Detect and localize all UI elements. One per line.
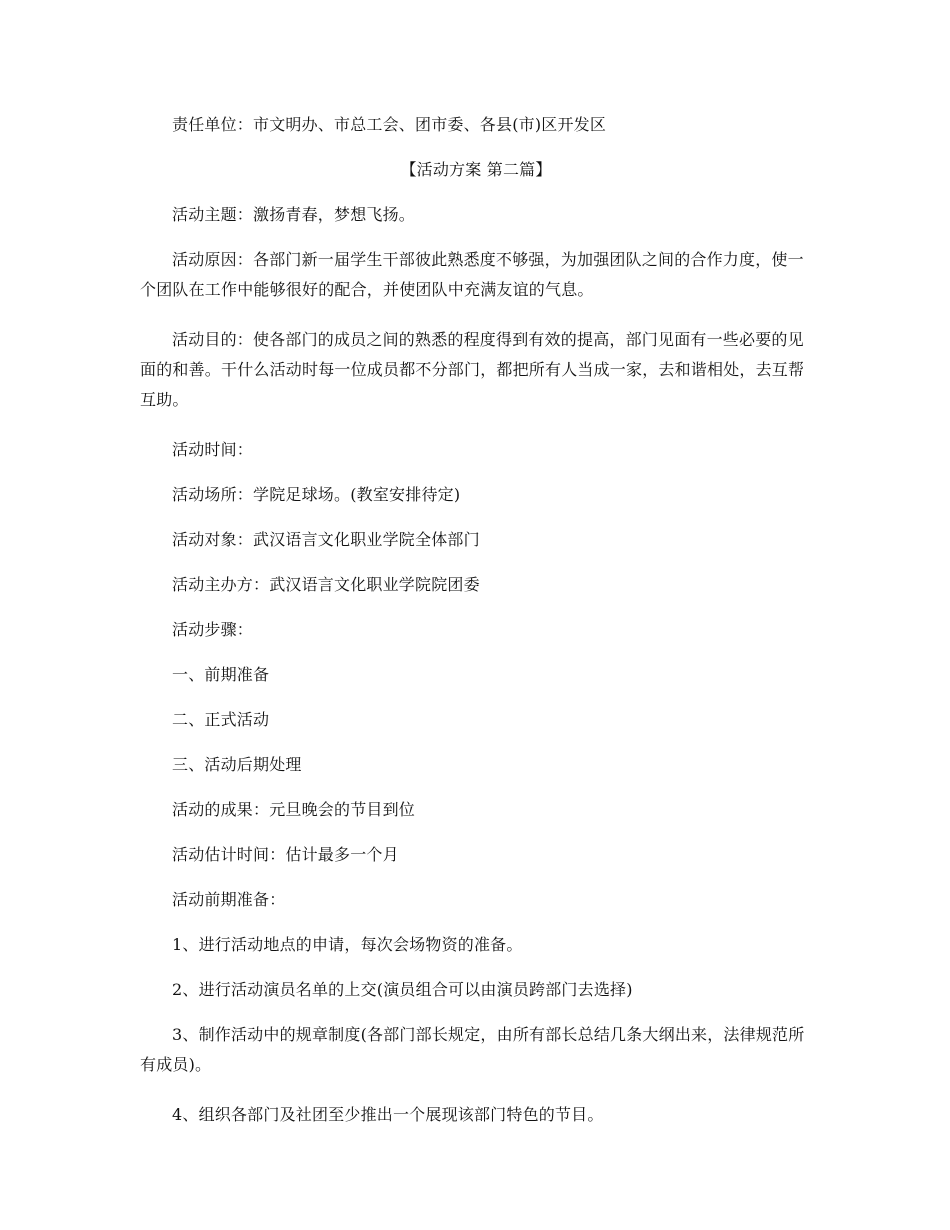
preparation-item: 1、进行活动地点的申请，每次会场物资的准备。 [172, 935, 523, 954]
activity-results: 活动的成果：元旦晚会的节目到位 [172, 800, 416, 819]
activity-target: 活动对象：武汉语言文化职业学院全体部门 [172, 530, 480, 549]
pre-activity-preparation-label: 活动前期准备： [172, 890, 286, 909]
document-content [140, 110, 812, 1145]
section-heading: 【活动方案 第二篇】 [400, 160, 552, 179]
activity-reason: 活动原因：各部门新一届学生干部彼此熟悉度不够强，为加强团队之间的合作力度，使一个团队在工作中能够很好的配合，并使团队中充满友谊的气息。 [140, 250, 804, 299]
preparation-item: 2、进行活动演员名单的上交(演员组合可以由演员跨部门去选择) [172, 980, 633, 999]
preparation-item: 4、组织各部门及社团至少推出一个展现该部门特色的节目。 [172, 1105, 604, 1124]
activity-venue: 活动场所：学院足球场。(教室安排待定) [172, 485, 461, 504]
activity-purpose: 活动目的：使各部门的成员之间的熟悉的程度得到有效的提高，部门见面有一些必要的见面的和善。干什么活动时每一位成员都不分部门，都把所有人当成一家，去和谐相处，去互帮互助。 [140, 330, 805, 409]
step-item: 一、前期准备 [172, 665, 270, 684]
activity-theme: 活动主题：激扬青春，梦想飞扬。 [172, 205, 416, 224]
step-item: 二、正式活动 [172, 710, 270, 729]
preparation-item: 3、制作活动中的规章制度(各部门部长规定，由所有部长总结几条大纲出来，法律规范所有成员)。 [140, 1025, 805, 1074]
activity-duration: 活动估计时间：估计最多一个月 [172, 845, 399, 864]
activity-organizer: 活动主办方：武汉语言文化职业学院院团委 [172, 575, 480, 594]
responsible-units: 责任单位：市文明办、市总工会、团市委、各县(市)区开发区 [172, 115, 607, 134]
step-item: 三、活动后期处理 [172, 755, 302, 774]
activity-steps-label: 活动步骤： [172, 620, 254, 639]
activity-time: 活动时间： [172, 440, 254, 459]
